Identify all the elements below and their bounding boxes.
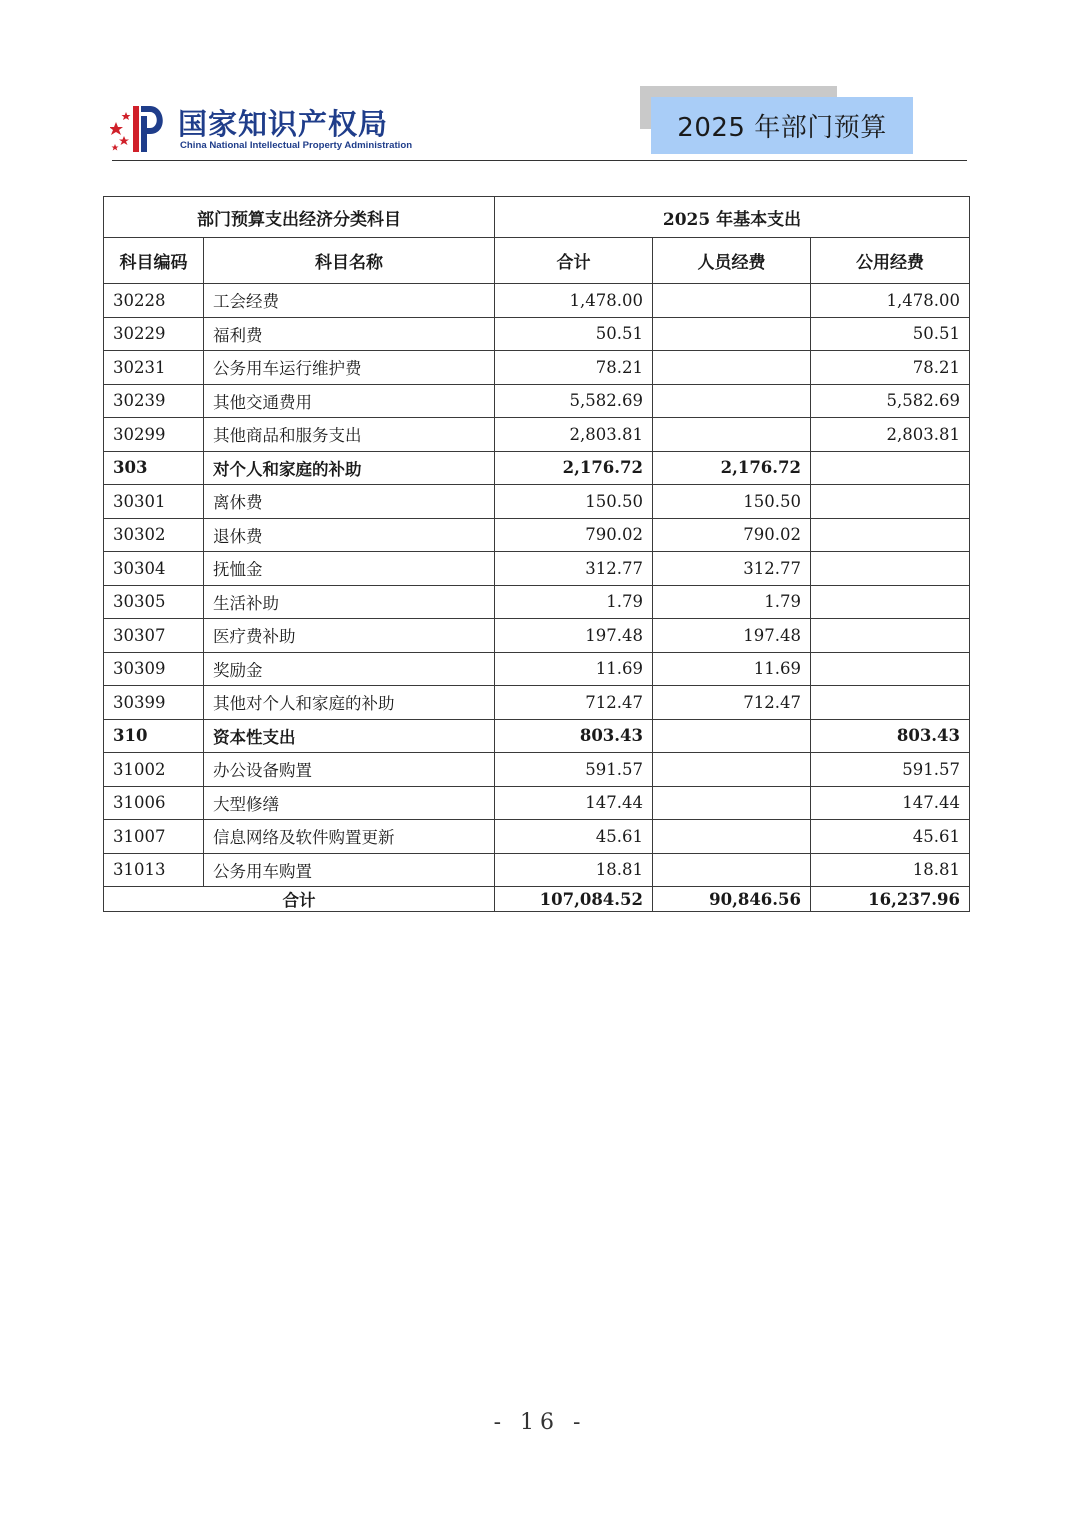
cell-personnel: 11.69 <box>653 652 811 686</box>
cell-public: 5,582.69 <box>811 384 970 418</box>
page-header <box>0 0 1080 170</box>
cell-total: 45.61 <box>495 820 653 854</box>
cell-personnel <box>653 418 811 452</box>
cell-code: 30229 <box>104 317 204 351</box>
cell-total: 712.47 <box>495 686 653 720</box>
cell-public: 2,803.81 <box>811 418 970 452</box>
table-group-header-row <box>104 197 970 238</box>
cell-public: 591.57 <box>811 753 970 787</box>
cell-name: 公务用车购置 <box>204 853 495 887</box>
cell-total: 1,478.00 <box>495 284 653 318</box>
total-cell-total: 107,084.52 <box>495 887 653 912</box>
table-row <box>104 518 970 552</box>
cell-code: 310 <box>104 719 204 753</box>
table-row <box>104 719 970 753</box>
cell-name: 办公设备购置 <box>204 753 495 787</box>
table-row <box>104 351 970 385</box>
cell-total: 78.21 <box>495 351 653 385</box>
cell-total: 591.57 <box>495 753 653 787</box>
cell-name: 公务用车运行维护费 <box>204 351 495 385</box>
cell-total: 11.69 <box>495 652 653 686</box>
cell-name: 生活补助 <box>204 585 495 619</box>
cell-code: 31002 <box>104 753 204 787</box>
table-row <box>104 418 970 452</box>
total-label: 合计 <box>104 887 495 912</box>
cell-name: 抚恤金 <box>204 552 495 586</box>
header-rule <box>112 160 967 161</box>
cell-personnel: 712.47 <box>653 686 811 720</box>
cell-code: 30231 <box>104 351 204 385</box>
table-row <box>104 284 970 318</box>
cell-total: 312.77 <box>495 552 653 586</box>
cell-total: 18.81 <box>495 853 653 887</box>
cell-total: 803.43 <box>495 719 653 753</box>
cell-public <box>811 552 970 586</box>
group-header-classification: 部门预算支出经济分类科目 <box>104 197 495 238</box>
table-row <box>104 686 970 720</box>
table-row <box>104 619 970 653</box>
cell-public <box>811 619 970 653</box>
cell-personnel <box>653 719 811 753</box>
cell-code: 30304 <box>104 552 204 586</box>
cell-personnel <box>653 384 811 418</box>
table-row <box>104 820 970 854</box>
cell-total: 150.50 <box>495 485 653 519</box>
cell-public: 50.51 <box>811 317 970 351</box>
cell-total: 147.44 <box>495 786 653 820</box>
org-name-cn: 国家知识产权局 <box>178 107 389 141</box>
cell-total: 790.02 <box>495 518 653 552</box>
table-row <box>104 384 970 418</box>
cell-code: 31006 <box>104 786 204 820</box>
table-total-row <box>104 887 970 912</box>
cell-name: 退休费 <box>204 518 495 552</box>
cell-code: 31007 <box>104 820 204 854</box>
page-number: - 16 - <box>493 1410 587 1435</box>
cell-public <box>811 518 970 552</box>
cell-public <box>811 686 970 720</box>
column-header-total: 合计 <box>495 238 653 284</box>
cell-code: 30305 <box>104 585 204 619</box>
table-row <box>104 552 970 586</box>
cell-code: 30228 <box>104 284 204 318</box>
total-cell-public: 16,237.96 <box>811 887 970 912</box>
total-cell-personnel: 90,846.56 <box>653 887 811 912</box>
cell-code: 30302 <box>104 518 204 552</box>
cell-public <box>811 652 970 686</box>
cell-personnel <box>653 820 811 854</box>
cell-code: 30309 <box>104 652 204 686</box>
table-body <box>104 284 970 887</box>
cell-code: 303 <box>104 451 204 485</box>
cell-name: 其他交通费用 <box>204 384 495 418</box>
column-header-code: 科目编码 <box>104 238 204 284</box>
table-row <box>104 485 970 519</box>
table-row <box>104 451 970 485</box>
table-row <box>104 853 970 887</box>
table-row <box>104 317 970 351</box>
column-header-personnel: 人员经费 <box>653 238 811 284</box>
cell-total: 5,582.69 <box>495 384 653 418</box>
org-name-en: China National Intellectual Property Administration <box>180 140 413 151</box>
cell-public <box>811 451 970 485</box>
cell-name: 福利费 <box>204 317 495 351</box>
cell-personnel: 1.79 <box>653 585 811 619</box>
cell-public <box>811 585 970 619</box>
table-row <box>104 585 970 619</box>
cell-code: 30399 <box>104 686 204 720</box>
cell-total: 50.51 <box>495 317 653 351</box>
cell-personnel: 2,176.72 <box>653 451 811 485</box>
cell-name: 工会经费 <box>204 284 495 318</box>
table-row <box>104 652 970 686</box>
cell-name: 对个人和家庭的补助 <box>204 451 495 485</box>
cell-name: 资本性支出 <box>204 719 495 753</box>
cell-personnel <box>653 853 811 887</box>
cell-name: 医疗费补助 <box>204 619 495 653</box>
cell-public: 803.43 <box>811 719 970 753</box>
cell-name: 大型修缮 <box>204 786 495 820</box>
document-title-badge: 2025 年部门预算 <box>651 97 913 154</box>
group-header-basic-expenditure: 2025 年基本支出 <box>495 197 970 238</box>
cell-name: 其他对个人和家庭的补助 <box>204 686 495 720</box>
org-logo <box>110 100 413 156</box>
cell-code: 30301 <box>104 485 204 519</box>
column-header-name: 科目名称 <box>204 238 495 284</box>
cell-personnel <box>653 753 811 787</box>
cell-public: 45.61 <box>811 820 970 854</box>
cell-public: 78.21 <box>811 351 970 385</box>
cell-personnel: 150.50 <box>653 485 811 519</box>
table-row <box>104 786 970 820</box>
cell-personnel: 790.02 <box>653 518 811 552</box>
cell-personnel <box>653 317 811 351</box>
cell-code: 30299 <box>104 418 204 452</box>
cell-personnel <box>653 351 811 385</box>
cell-personnel <box>653 786 811 820</box>
cell-personnel: 197.48 <box>653 619 811 653</box>
cell-name: 奖励金 <box>204 652 495 686</box>
cell-personnel <box>653 284 811 318</box>
column-header-public: 公用经费 <box>811 238 970 284</box>
cell-public <box>811 485 970 519</box>
cell-public: 18.81 <box>811 853 970 887</box>
cell-name: 其他商品和服务支出 <box>204 418 495 452</box>
cell-public: 147.44 <box>811 786 970 820</box>
cnipa-logo-icon <box>110 100 172 156</box>
cell-code: 30307 <box>104 619 204 653</box>
cell-total: 2,803.81 <box>495 418 653 452</box>
cell-personnel: 312.77 <box>653 552 811 586</box>
cell-name: 离休费 <box>204 485 495 519</box>
table-row <box>104 753 970 787</box>
cell-code: 31013 <box>104 853 204 887</box>
cell-total: 2,176.72 <box>495 451 653 485</box>
budget-table <box>103 196 970 912</box>
cell-total: 197.48 <box>495 619 653 653</box>
cell-code: 30239 <box>104 384 204 418</box>
cell-public: 1,478.00 <box>811 284 970 318</box>
cell-total: 1.79 <box>495 585 653 619</box>
cell-name: 信息网络及软件购置更新 <box>204 820 495 854</box>
table-column-header-row <box>104 238 970 284</box>
